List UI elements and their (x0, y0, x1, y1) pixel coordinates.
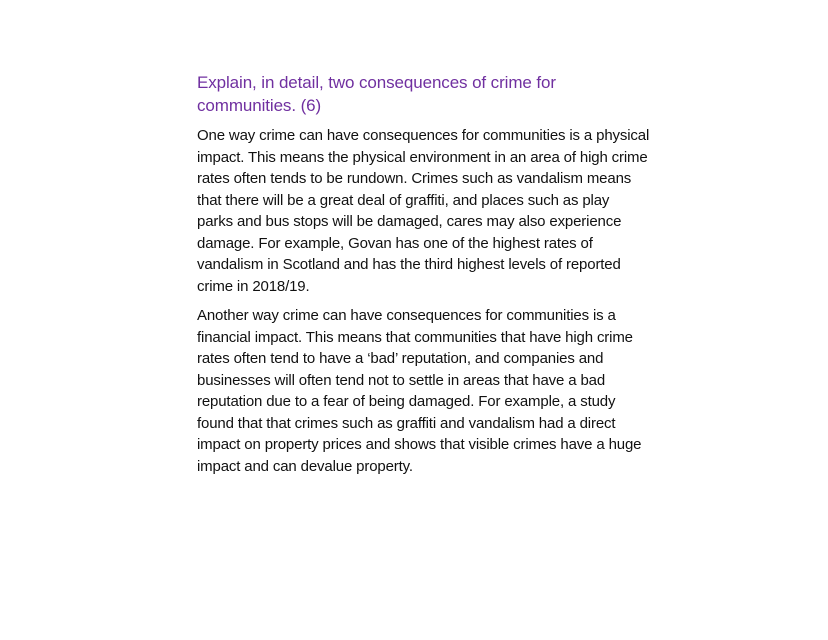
paragraph-line: vandalism in Scotland and has the third highest levels of reported (197, 256, 621, 273)
paragraph-line: rates often tends to be rundown. Crimes such as vandalism means (197, 170, 632, 187)
paragraph-line: found that that crimes such as graffiti and vandalism had a direct (197, 414, 616, 432)
paragraph-line: One way crime can have consequences for communities is a physical (197, 127, 650, 144)
heading-line: Explain, in detail, two consequences of crime for (197, 73, 556, 92)
document-page (197, 71, 677, 485)
answer-paragraph-financial-impact (197, 305, 677, 477)
paragraph-line: reputation due to a fear of being damaged. For example, a study (197, 393, 616, 410)
answer-paragraph-physical-impact (197, 125, 677, 297)
paragraph-line: impact. This means the physical environment in an area of high crime (197, 148, 648, 166)
paragraph-line: financial impact. This means that communities that have high crime (197, 328, 633, 346)
heading-line: communities. (6) (197, 96, 322, 115)
paragraph-line: impact on property prices and shows that visible crimes have a huge (197, 436, 642, 453)
paragraph-line: parks and bus stops will be damaged, cares may also experience (197, 213, 622, 230)
paragraph-line: businesses will often tend not to settle in areas that have a bad (197, 371, 606, 389)
question-heading (197, 71, 677, 117)
paragraph-line: damage. For example, Govan has one of the highest rates of (197, 234, 593, 252)
paragraph-line: rates often tend to have a ‘bad’ reputation, and companies and (197, 350, 604, 367)
paragraph-line: impact and can devalue property. (197, 457, 413, 475)
paragraph-line: that there will be a great deal of graffiti, and places such as play (197, 191, 610, 209)
paragraph-line: crime in 2018/19. (197, 277, 310, 295)
paragraph-line: Another way crime can have consequences for communities is a (197, 307, 616, 324)
